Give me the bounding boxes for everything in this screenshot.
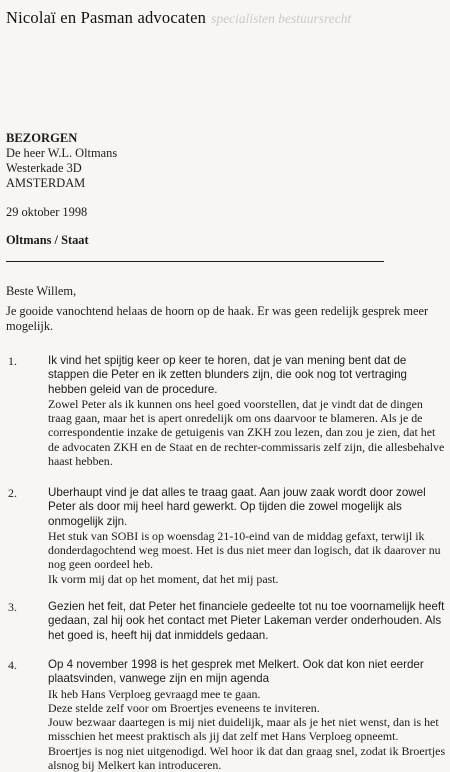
firm-name: Nicolaï en Pasman advocaten [6,8,207,27]
intro-paragraph: Je gooide vanochtend helaas de hoorn op de haak. Er was geen redelijk gesprek meer mogelijk. [6,304,429,333]
item-number: 2. [8,486,17,500]
item-paragraph: Ik vorm mij dat op het moment, dat het mij past. [48,571,279,586]
item-body [48,354,446,468]
item-body [48,658,446,772]
salutation: Beste Willem, [6,284,77,298]
address-line-city: AMSTERDAM [6,176,86,190]
subject-divider [6,261,384,262]
item-paragraph: Jouw bezwaar daartegen is mij niet duidelijk, maar als je het niet wenst, dan is het misschien het meest praktisch als jij dat zelf met Hans Verploeg opneemt. [48,715,439,744]
item-paragraph: Ik heb Hans Verploeg gevraagd mee te gaan. [48,686,261,701]
item-number: 3. [8,600,17,614]
item-paragraph: Deze stelde zelf voor om Broertjes eveneens te inviteren. [48,700,320,715]
item-paragraph: Zowel Peter als ik kunnen ons heel goed voorstellen, dat je vindt dat de dingen traag gaan, maar het is apert onredelijk om ons daarvoor te blameren. Als je de correspondentie inzake de getuigenis van ZKH zou lezen, dan zou je zien, dat het de advocaten ZKH en de Staat en de rechter-commissaris zelf zijn, die allesbehalve haast hebben. [48,396,445,469]
item-paragraph: Het stuk van SOBI is op woensdag 21-10-eind van de middag gefaxt, terwijl ik donderdagochtend weg moest. Het is dus niet meer dan logisch, dat ik daarover nu nog geen oordeel heb. [48,528,441,572]
letter-date: 29 oktober 1998 [6,205,88,219]
item-number: 4. [8,658,17,672]
recipient-address [6,131,117,191]
delivery-label: BEZORGEN [6,131,78,145]
letterhead [6,8,446,28]
item-paragraph: Gezien het feit, dat Peter het financiele gedeelte tot nu toe voornamelijk heeft gedaan, zal hij ook het contact met Pieter Lakeman verder onderhouden. Als het goed is, heeft hij dat inmiddels gedaan. [48,600,445,642]
item-body [48,486,446,586]
address-line-name: De heer W.L. Oltmans [6,146,118,160]
item-number: 1. [8,354,17,368]
item-paragraph: Broertjes is nog niet uitgenodigd. Wel hoor ik dat dan graag snel, zodat ik Broertjes alsnog bij Melkert kan introduceren. [48,743,446,772]
address-line-street: Westerkade 3D [6,161,82,175]
item-paragraph: Op 4 november 1998 is het gesprek met Melkert. Ook dat kon niet eerder plaatsvinden, vanwege zijn en mijn agenda [48,658,424,686]
item-body [48,600,446,643]
item-paragraph: Uberhaupt vind je dat alles te traag gaat. Aan jouw zaak wordt door zowel Peter als door mij heel hard gewerkt. Op tijden die zowel mogelijk als onmogelijk zijn. [48,486,426,528]
firm-tagline: specialisten bestuursrecht [211,11,352,26]
letter-subject: Oltmans / Staat [6,233,89,247]
item-paragraph: Ik vind het spijtig keer op keer te horen, dat je van mening bent dat de stappen die Peter en ik zetten blunders zijn, die ook nog tot vertraging hebben geleid van de procedure. [48,354,407,396]
